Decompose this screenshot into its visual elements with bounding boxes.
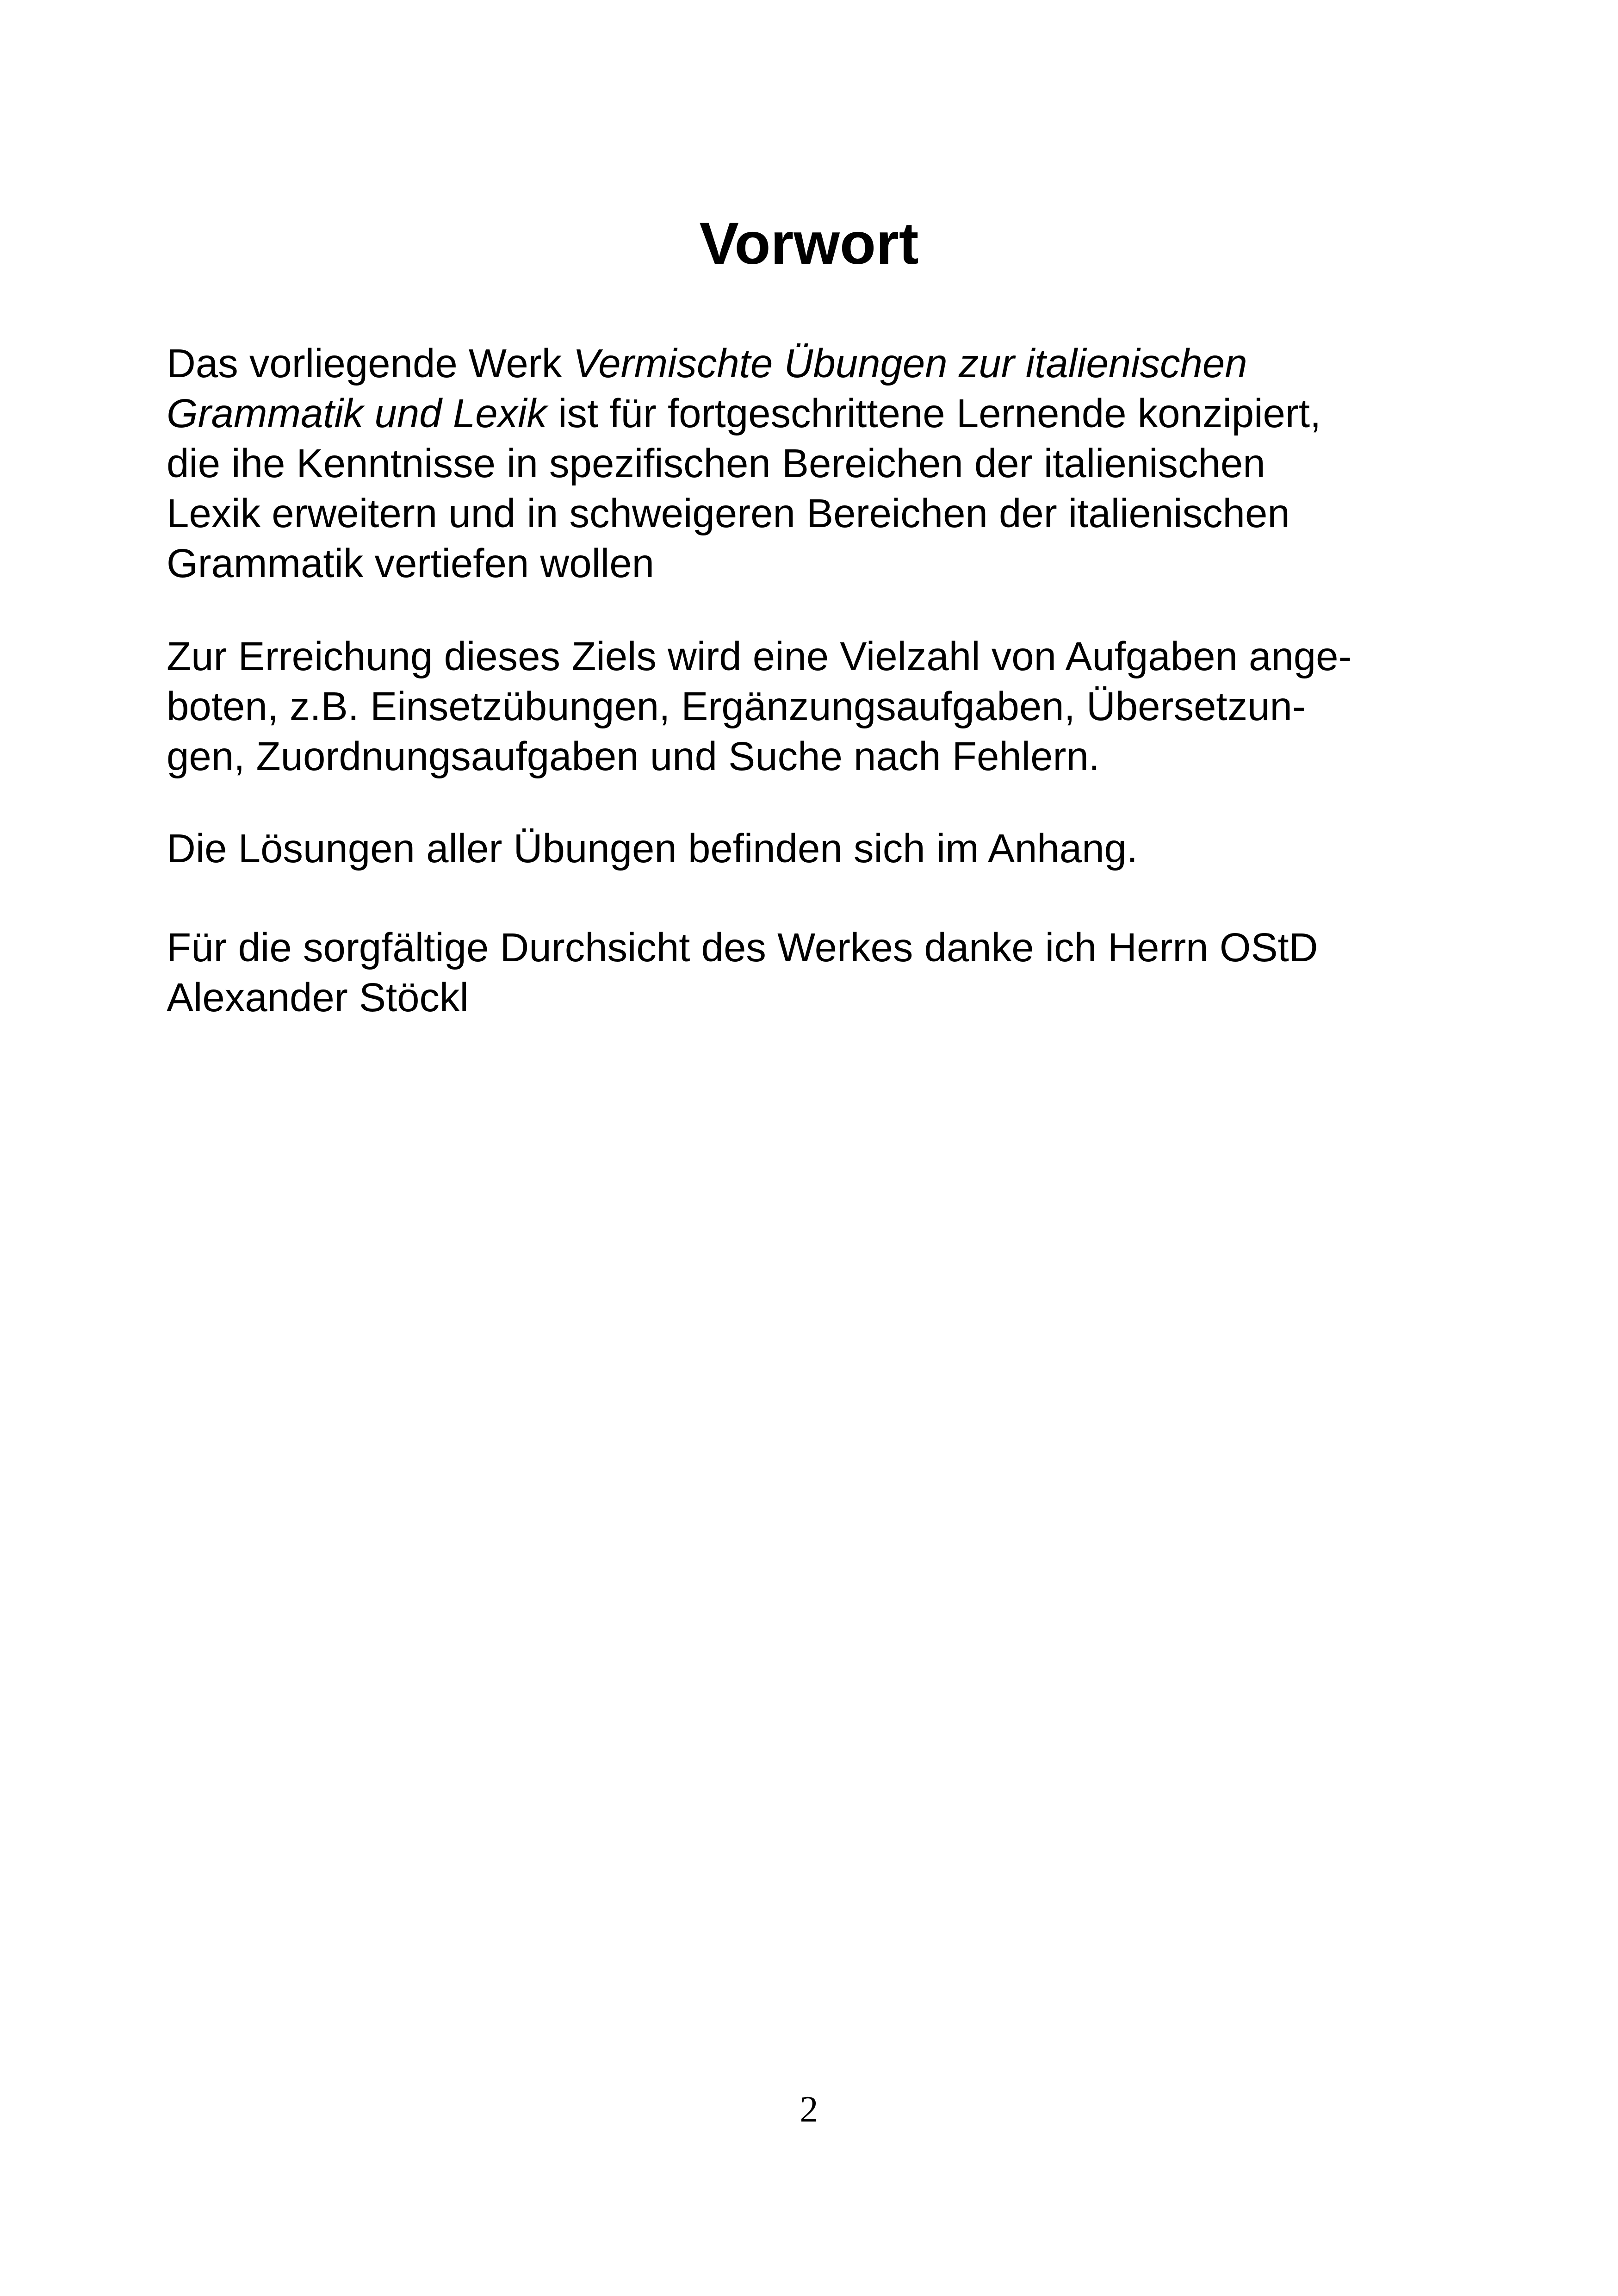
book-title-italic: Grammatik und Lexik: [167, 391, 547, 436]
book-title-italic: Vermischte Übungen zur italienischen: [573, 341, 1247, 386]
paragraph-line: Die Lösungen aller Übungen befinden sich im Anhang.: [167, 826, 1138, 871]
paragraph-acknowledgement: [167, 923, 1444, 1023]
paragraph-solutions: [167, 824, 1444, 874]
paragraph-line: Für die sorgfältige Durchsicht des Werkes danke ich Herrn OStD: [167, 925, 1318, 970]
paragraph-exercises: [167, 632, 1444, 782]
paragraph-intro: [167, 339, 1444, 589]
paragraph-line: [167, 389, 1444, 439]
paragraph-line: Zur Erreichung dieses Ziels wird eine Vielzahl von Aufgaben ange-: [167, 634, 1352, 679]
paragraph-line: gen, Zuordnungsaufgaben und Suche nach Fehlern.: [167, 734, 1100, 779]
page-title: Vorwort: [699, 211, 919, 277]
paragraph-line: die ihe Kenntnisse in spezifischen Bereichen der italienischen: [167, 441, 1265, 486]
paragraph-line: Grammatik vertiefen wollen: [167, 541, 655, 586]
text-span: ist für fortgeschrittene Lernende konzipiert,: [546, 391, 1321, 436]
text-span: Das vorliegende Werk: [167, 341, 573, 386]
page-number: 2: [800, 2089, 818, 2130]
paragraph-line: Lexik erweitern und in schweigeren Bereichen der italienischen: [167, 491, 1290, 536]
paragraph-line: boten, z.B. Einsetzübungen, Ergänzungsaufgaben, Übersetzun-: [167, 684, 1306, 729]
paragraph-line: [167, 339, 1444, 389]
paragraph-line: Alexander Stöckl: [167, 975, 469, 1020]
